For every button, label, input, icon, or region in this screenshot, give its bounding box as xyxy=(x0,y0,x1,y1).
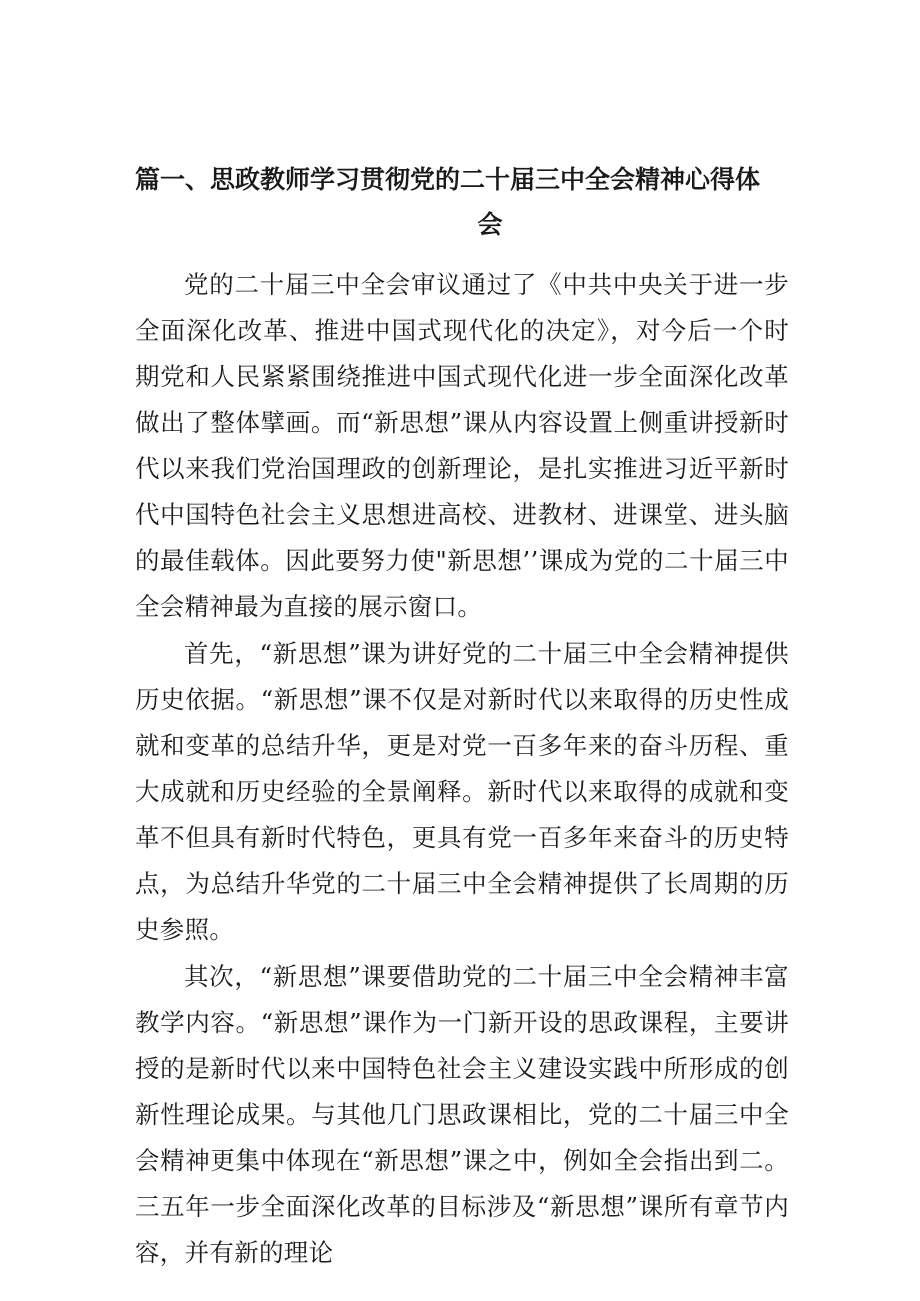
document-title-continuation: 会 xyxy=(477,210,503,239)
paragraph: 其次，“新思想”课要借助党的二十届三中全会精神丰富教学内容。“新思想”课作为一门新开设的思政课程，主要讲授的是新时代以来中国特色社会主义建设实践中所形成的创新性理论成果。与其他几门思政课相比，党的二十届三中全会精神更集中体现在“新思想”课之中，例如全会指出到二。三五年一步全面深化改革的目标涉及“新思想”课所有章节内容，并有新的理论 xyxy=(135,962,789,1267)
paragraph: 首先，“新思想”课为讲好党的二十届三中全会精神提供历史依据。“新思想”课不仅是对新时代以来取得的历史性成就和变革的总结升华，更是对党一百多年来的奋斗历程、重大成就和历史经验的全景阐释。新时代以来取得的成就和变革不但具有新时代特色，更具有党一百多年来奋斗的历史特点，为总结升华党的二十届三中全会精神提供了长周期的历史参照。 xyxy=(135,639,789,944)
document-title: 篇一、思政教师学习贯彻党的二十届三中全会精神心得体 xyxy=(135,165,761,194)
paragraph: 党的二十届三中全会审议通过了《中共中央关于进一步全面深化改革、推进中国式现代化的决定》，对今后一个时期党和人民紧紧围绕推进中国式现代化进一步全面深化改革做出了整体擘画。而“新思想”课从内容设置上侧重讲授新时代以来我们党治国理政的创新理论，是扎实推进习近平新时代中国特色社会主义思想进高校、进教材、进课堂、进头脑的最佳载体。因此要努力使"新思想’’课成为党的二十届三中全会精神最为直接的展示窗口。 xyxy=(135,270,789,621)
document-body xyxy=(135,262,789,1277)
